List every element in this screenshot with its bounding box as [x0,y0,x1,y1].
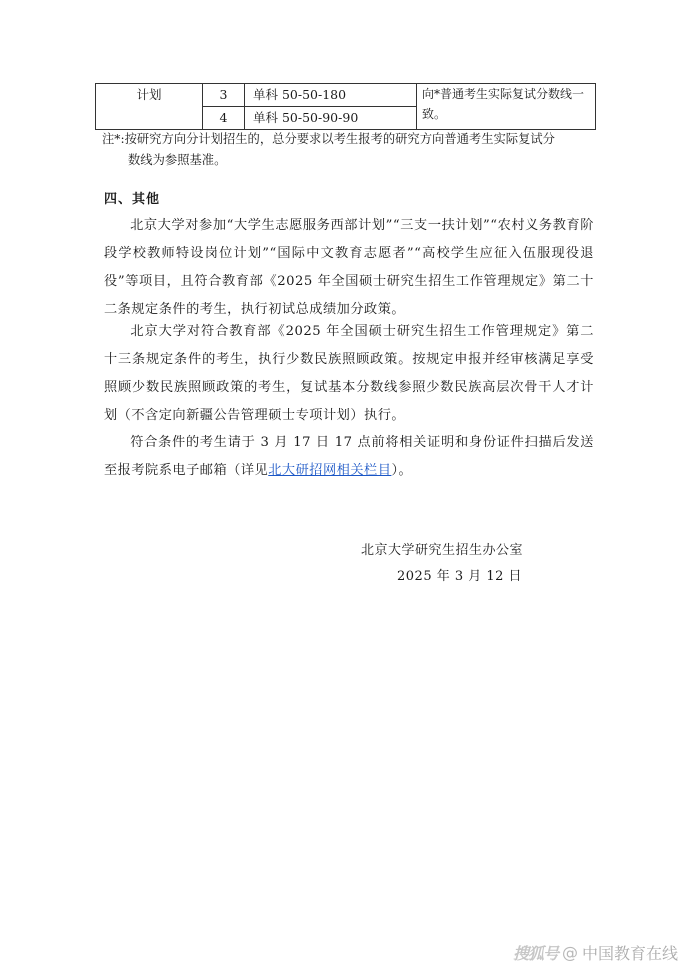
sohu-logo-icon: 搜狐号 [512,944,558,963]
paragraph-text: 符合条件的考生请于 3 月 17 日 17 点前将相关证明和身份证件扫描后发送至报考院系电子邮箱（详见 [104,435,594,478]
row-number-cell: 3 [203,84,245,107]
score-note-cell: 向*普通考生实际复试分数线一致。 [417,84,596,130]
subject-score-cell: 单科 50-50-180 [245,84,417,107]
table-row [96,84,596,107]
admissions-site-link[interactable]: 北大研招网相关栏目 [268,463,392,478]
watermark-at: @ [561,943,578,962]
watermark-name: 中国教育在线 [581,944,678,963]
table-footnote [102,129,597,171]
paragraph-text: 北京大学对参加“大学生志愿服务西部计划”“三支一扶计划”“农村义务教育阶段学校教师特设岗位计划”“国际中文教育志愿者”“高校学生应征入伍服现役退役”等项目，且符合教育部《2025 年全国硕士研究生招生工作管理规定》第二十二条规定条件的考生，执行初试总成绩加分政策。 [104,218,594,317]
paragraph-submission [104,429,594,485]
subject-score-cell: 单科 50-50-90-90 [245,107,417,130]
paragraph-text: ）。 [391,463,413,478]
footnote-line: 注*:按研究方向分计划招生的，总分要求以考生报考的研究方向普通考生实际复试分 [102,132,555,146]
score-table-fragment [95,83,596,130]
paragraph-bonus-policy [104,212,594,324]
row-number-cell: 4 [203,107,245,130]
plan-label-cell: 计划 [96,84,203,130]
paragraph-text: 北京大学对符合教育部《2025 年全国硕士研究生招生工作管理规定》第二十三条规定条件的考生，执行少数民族照顾政策。按规定申报并经审核满足享受照顾少数民族照顾政策的考生，复试基本分数线参照少数民族高层次骨干人才计划（不含定向新疆公告管理硕士专项计划）执行。 [104,324,594,423]
watermark [513,941,678,964]
section-heading: 四、其他 [104,192,161,207]
footnote-line: 数线为参照基准。 [128,153,227,167]
signature-date: 2025 年 3 月 12 日 [397,569,523,584]
paragraph-minority-policy [104,318,594,430]
signature-office: 北京大学研究生招生办公室 [361,543,524,558]
